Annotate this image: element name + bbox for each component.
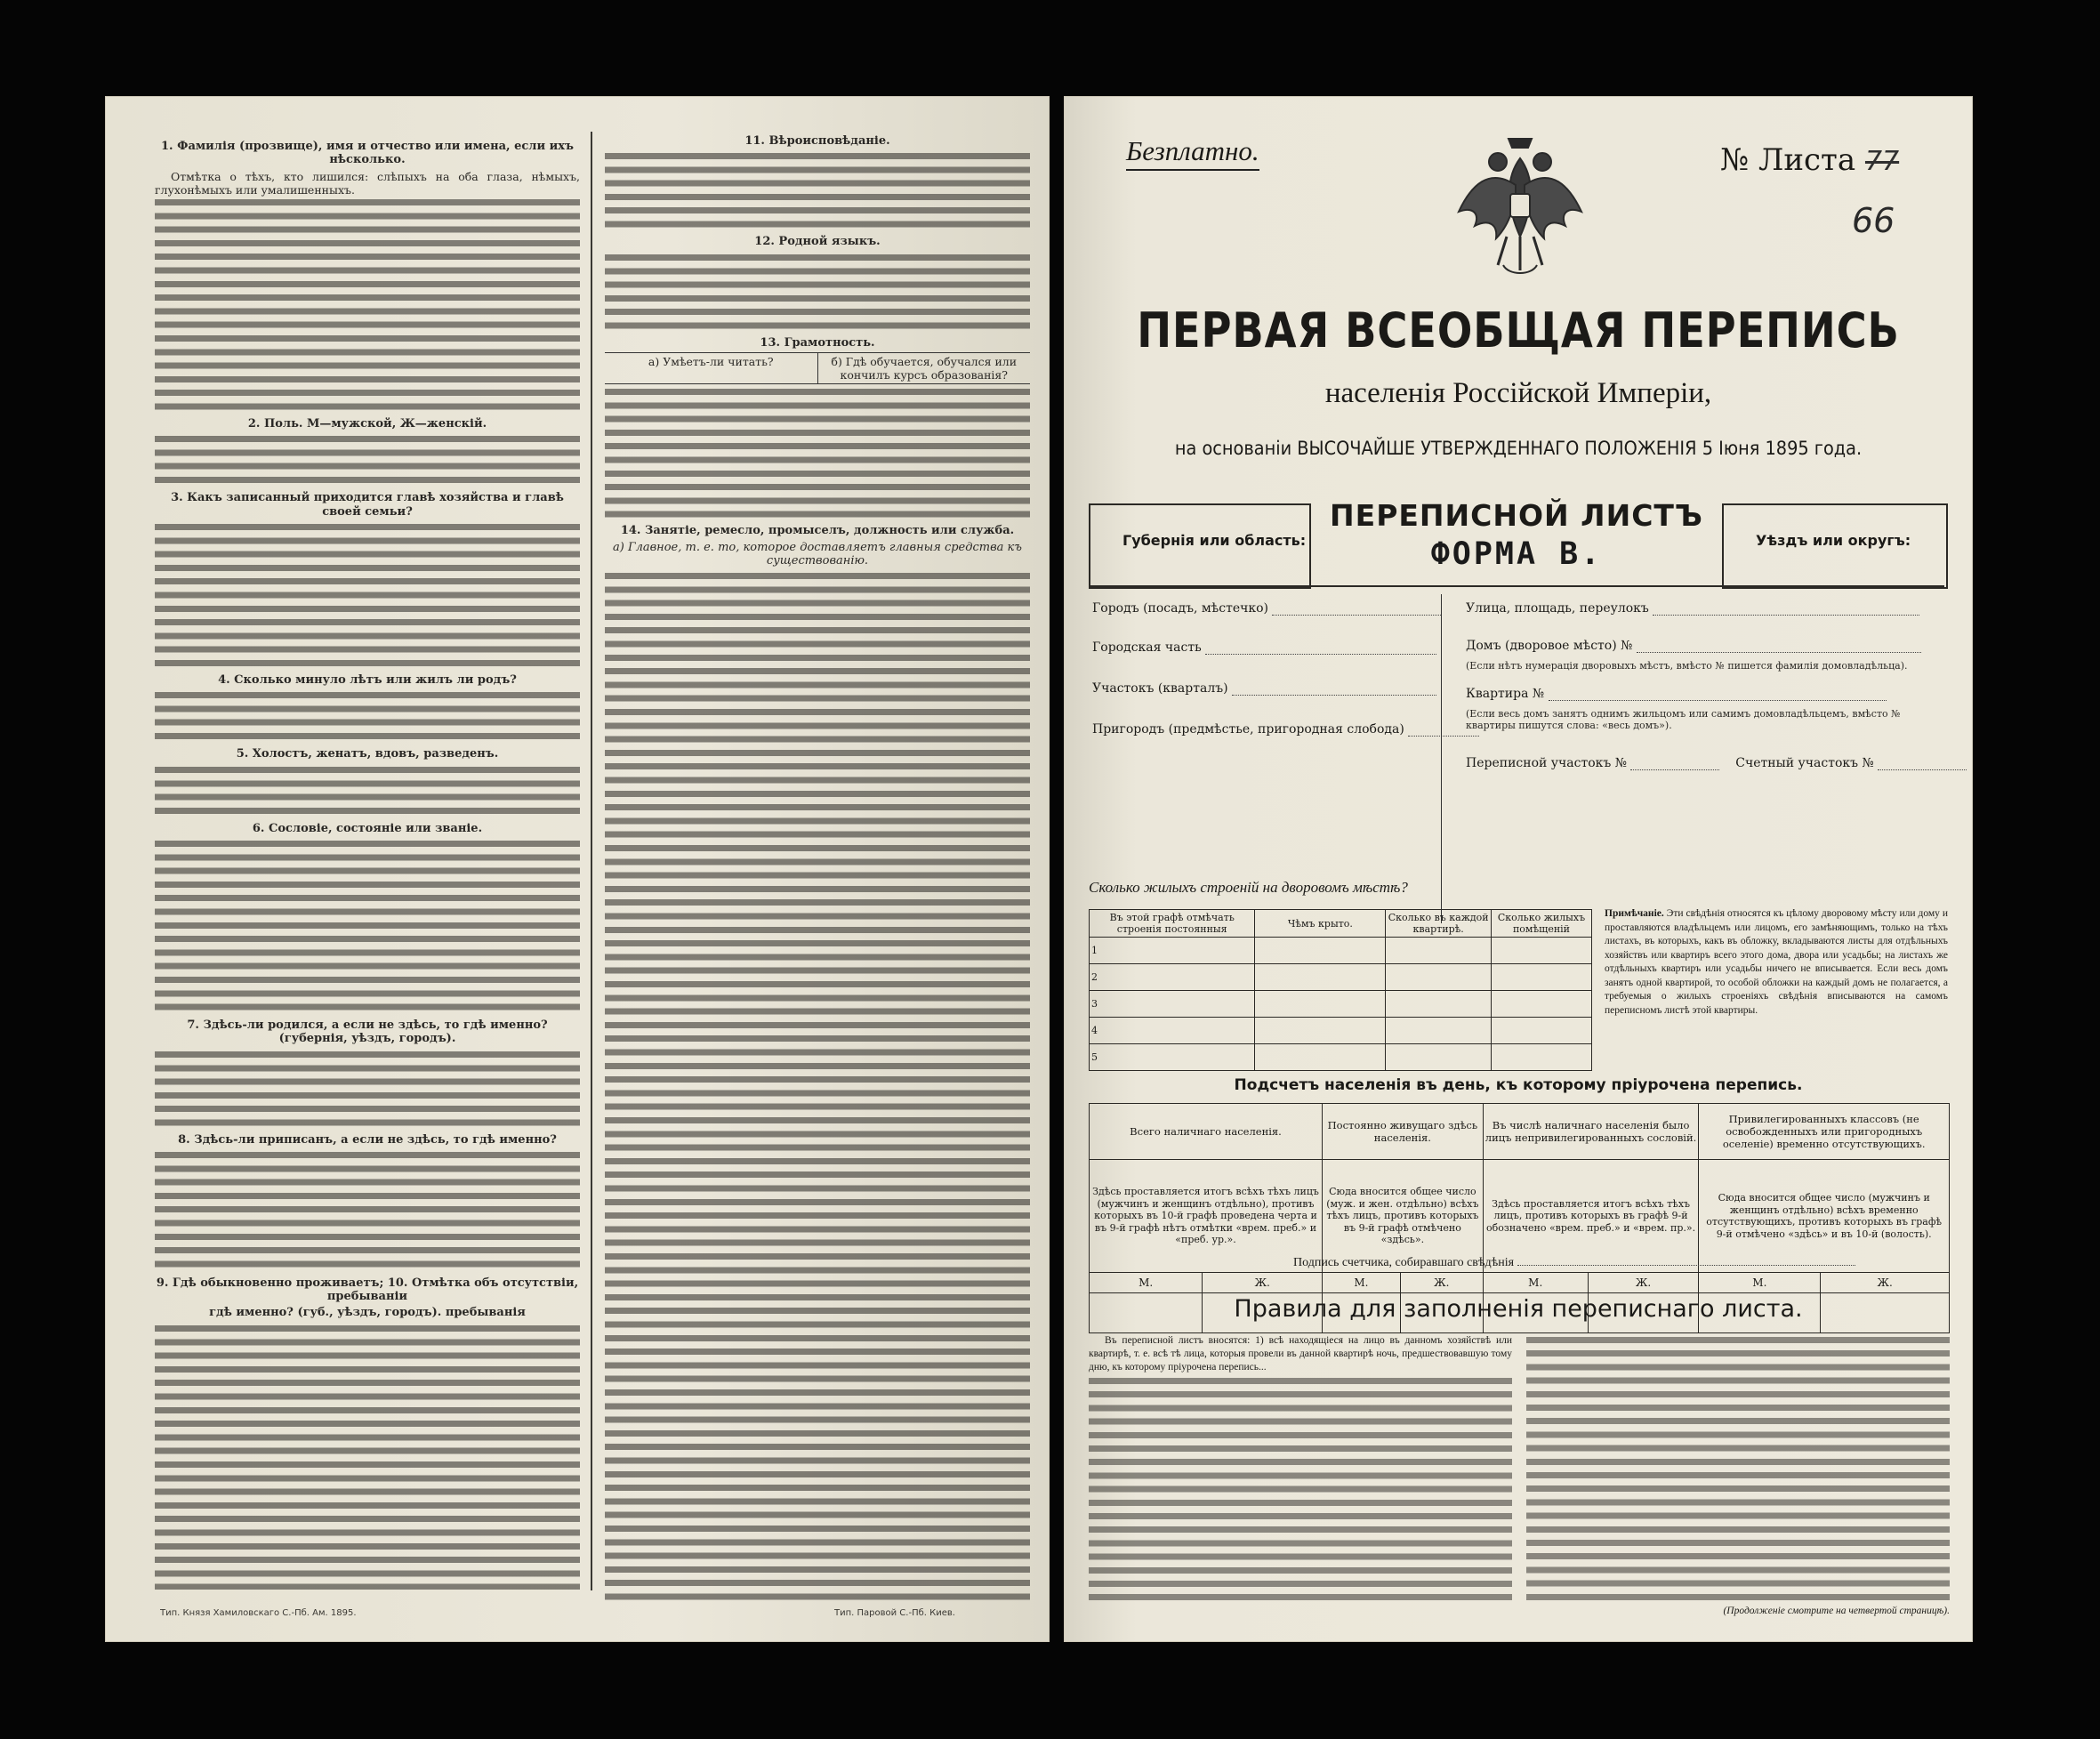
instruction-heading: 3. Какъ записанный приходится главѣ хозяйства и главѣ своей семьи? [171, 491, 564, 519]
row-number: 2 [1090, 964, 1255, 991]
district-box [1722, 503, 1948, 589]
table-row [1090, 964, 1592, 991]
row-number: 5 [1090, 1044, 1255, 1071]
instruction-heading: 6. Сословіе, состояніе или званіе. [252, 821, 483, 835]
body-text-block [155, 1149, 580, 1274]
population-col-description: Сюда вносится общее число (муж. и жен. отдѣльно) всѣхъ тѣхъ лицъ, противъ которыхъ въ 9-й графѣ отмѣчено «здѣсь». [1323, 1160, 1484, 1273]
male-header: М. [1090, 1273, 1203, 1293]
city-field[interactable] [1092, 601, 1441, 616]
structures-table [1089, 909, 1592, 1071]
signature-label: Подпись счетчика, собиравшаго свѣдѣнія [1293, 1256, 1515, 1269]
body-text-block [155, 433, 580, 488]
apartment-note: (Если весь домъ занятъ однимъ жильцомъ или самимъ домовладѣльцемъ, вмѣсто № квартиры пишутся слова: «весь домъ»). [1466, 708, 1901, 731]
table-row [1090, 991, 1592, 1018]
structures-note [1605, 907, 1948, 1018]
instruction-subheading: а) Главное, т. е. то, которое доставляетъ главныя средства къ существованію. [613, 540, 1022, 568]
literacy-subheadings [605, 352, 1030, 385]
body-text-block [1089, 1375, 1512, 1605]
note-text: Эти свѣдѣнія относятся къ цѣлому дворовому мѣсту или дому и проставляются владѣльцемъ или лицомъ, его замѣняющимъ, только на тѣхъ листахъ, въ которыхъ, какъ въ обложку, вкладываются листы для отдѣльныхъ хозяйствъ или квартиръ всего этого дома, двора или усадьбы; на листахъ же отдѣльныхъ квартиръ или усадьбы ничего не вписывается. Если весь домъ занятъ одной квартирой, то особой обложки на каждый домъ не полагается, а требуемыя о жилыхъ строеніяхъ свѣдѣнія вписываются на самомъ переписномъ листѣ этой квартиры. [1605, 908, 1948, 1016]
table-row [1090, 938, 1592, 964]
rules-column-left [1089, 1334, 1512, 1605]
quarter-label: Участокъ (кварталъ) [1092, 681, 1228, 696]
can-read-heading: а) Умѣетъ-ли читать? [605, 353, 818, 384]
instruction-heading: 2. Поль. М—мужской, Ж—женскій. [247, 417, 487, 431]
census-legal-basis: на основаніи ВЫСОЧАЙШЕ УТВЕРЖДЕННАГО ПОЛОЖЕНІЯ 5 Іюня 1895 года. [1174, 438, 1863, 459]
instruction-heading: 11. Вѣроисповѣданіе. [744, 134, 890, 148]
table-cell[interactable] [1491, 964, 1591, 991]
instruction-heading: 13. Грамотность. [760, 335, 875, 350]
instruction-heading: 7. Здѣсь-ли родился, а если не здѣсь, то гдѣ именно? (губернія, уѣздъ, городъ). [187, 1018, 548, 1046]
column-divider [591, 132, 592, 1590]
male-header: М. [1323, 1273, 1401, 1293]
table-cell[interactable] [1386, 964, 1492, 991]
female-header: Ж. [1203, 1273, 1323, 1293]
population-count-title: Подсчетъ населенія въ день, къ которому пріурочена перепись. [1234, 1076, 1803, 1094]
female-header: Ж. [1400, 1273, 1483, 1293]
city-part-field[interactable] [1092, 640, 1436, 655]
handwritten-number: 66 [1852, 201, 1895, 240]
street-field[interactable] [1466, 601, 1919, 616]
instruction-heading: 5. Холостъ, женатъ, вдовъ, разведенъ. [236, 747, 499, 761]
house-field[interactable] [1466, 639, 1921, 653]
population-col-header: Постоянно живущаго здѣсь населенія. [1323, 1104, 1484, 1160]
sheet-number-struck: 77 [1864, 146, 1900, 177]
table-cell[interactable] [1255, 964, 1386, 991]
table-cell[interactable] [1491, 1044, 1591, 1071]
rules-continued-note: (Продолженіе смотрите на четвертой страницѣ). [1723, 1606, 1950, 1616]
apartment-label: Квартира № [1466, 687, 1545, 701]
free-label: Безплатно. [1126, 135, 1259, 171]
census-district-label: Переписной участокъ № [1466, 756, 1627, 770]
population-col-header: Всего наличнаго населенія. [1090, 1104, 1323, 1160]
population-col-header: Привилегированныхъ классовъ (не освобожденныхъ или пригородныхъ оселеніе) временно отсутствующихъ. [1699, 1104, 1950, 1160]
district-label: Уѣздъ или округъ: [1756, 532, 1911, 549]
form-label: ФОРМА В. [1430, 536, 1603, 572]
rules-column-right [1526, 1334, 1950, 1618]
city-part-label: Городская часть [1092, 640, 1202, 655]
body-text-block [605, 570, 1030, 1602]
row-number: 1 [1090, 938, 1255, 964]
population-col-header: Въ числѣ наличнаго населенія было лицъ непривилегированныхъ сословій. [1483, 1104, 1699, 1160]
house-label: Домъ (дворовое мѣсто) № [1466, 639, 1633, 653]
instruction-heading: 9. Гдѣ обыкновенно проживаетъ; 10. Отмѣтка объ отсутствіи, пребываніи [156, 1276, 579, 1304]
table-cell[interactable] [1386, 1018, 1492, 1044]
body-text-block [605, 150, 1030, 232]
instruction-heading: гдѣ именно? (губ., уѣздъ, городъ). пребыванія [209, 1306, 526, 1320]
table-cell[interactable] [1255, 1044, 1386, 1071]
table-cell[interactable] [1386, 1044, 1492, 1071]
population-col-description: Здѣсь проставляется итогъ всѣхъ тѣхъ лицъ, противъ которыхъ въ графѣ 9-й обозначено «врем. преб.» и «врем. пр.». [1483, 1160, 1699, 1273]
female-header: Ж. [1821, 1273, 1950, 1293]
note-label: Примѣчаніе. [1605, 908, 1664, 919]
structures-question: Сколько жилыхъ строеній на дворовомъ мѣстѣ? [1089, 879, 1408, 896]
instruction-heading: 4. Сколько минуло лѣтъ или жилъ ли родъ? [218, 673, 517, 688]
table-cell[interactable] [1255, 1018, 1386, 1044]
body-text-block [605, 386, 1030, 521]
education-heading: б) Гдѣ обучается, обучался или кончилъ курсъ образованія? [831, 354, 1018, 382]
male-header: М. [1483, 1273, 1588, 1293]
rules-title: Правила для заполненія переписнаго листа. [1234, 1295, 1803, 1323]
table-cell[interactable] [1491, 1018, 1591, 1044]
structures-col-header: Сколько въ каждой квартирѣ. [1386, 910, 1492, 938]
instruction-heading: 8. Здѣсь-ли приписанъ, а если не здѣсь, то гдѣ именно? [178, 1132, 557, 1147]
body-text-block [155, 838, 580, 1016]
table-cell[interactable] [1491, 938, 1591, 964]
rules-intro: Въ переписной листъ вносятся: 1) всѣ находящіеся на лицо въ данномъ хозяйствѣ или квартирѣ, т. е. всѣ тѣ лица, которыя провели въ данной квартирѣ ночь, предшествовавшую тому дню, къ которому пріурочена перепись... [1089, 1335, 1512, 1373]
male-header: М. [1699, 1273, 1821, 1293]
table-cell[interactable] [1491, 991, 1591, 1018]
sheet-number [1720, 142, 1899, 178]
population-col-description: Здѣсь проставляется итогъ всѣхъ тѣхъ лицъ (мужчинъ и женщинъ отдѣльно), противъ которыхъ въ 10-й графѣ проведена черта и въ 9-й графѣ нѣтъ отмѣтки «врем. преб.» и «преб. ур.». [1090, 1160, 1323, 1273]
body-text-block [155, 689, 580, 745]
apartment-field[interactable] [1466, 687, 1887, 701]
row-number: 3 [1090, 991, 1255, 1018]
quarter-field[interactable] [1092, 681, 1436, 696]
body-text-block [155, 1323, 580, 1590]
counting-district-label: Счетный участокъ № [1735, 756, 1874, 770]
sheet-number-label: № Листа [1720, 142, 1856, 178]
suburb-label: Пригородъ (предмѣстье, пригородная слобода) [1092, 722, 1404, 737]
instruction-heading: 14. Занятіе, ремесло, промыселъ, должность или служба. [620, 524, 1015, 538]
field-divider [1441, 594, 1442, 923]
census-subtitle: населенія Россійской Имперіи, [1324, 377, 1712, 409]
table-row [1090, 1044, 1592, 1071]
census-form-page [1064, 96, 1973, 1642]
row-number: 4 [1090, 1018, 1255, 1044]
body-text-block [155, 1049, 580, 1131]
structures-col-header: Чѣмъ крыто. [1255, 910, 1386, 938]
body-text-block [155, 197, 580, 415]
instructions-column-left [155, 137, 580, 1587]
instructions-column-right [605, 132, 1030, 1587]
house-note: (Если нѣтъ нумерація дворовыхъ мѣстъ, вмѣсто № пишется фамилія домовладѣльца). [1466, 660, 1908, 672]
structures-col-header: Въ этой графѣ отмѣчать строенія постоянныя [1090, 910, 1255, 938]
form-rule [1089, 585, 1944, 587]
city-label: Городъ (посадъ, мѣстечко) [1092, 601, 1269, 616]
table-cell[interactable] [1255, 938, 1386, 964]
imperial-eagle-icon [1453, 132, 1587, 283]
suburb-field[interactable] [1092, 722, 1479, 737]
census-main-title: ПЕРВАЯ ВСЕОБЩАЯ ПЕРЕПИСЬ [1137, 302, 1900, 358]
structures-col-header: Сколько жилыхъ помѣщеній [1491, 910, 1591, 938]
sheet-title-block [1318, 498, 1715, 572]
printer-note-right: Тип. Паровой С.-Пб. Киев. [834, 1608, 955, 1618]
census-district-field[interactable] [1466, 756, 1967, 770]
table-cell[interactable] [1386, 938, 1492, 964]
instruction-heading: 1. Фамилія (прозвище), имя и отчество или имена, если ихъ нѣсколько. [161, 140, 574, 167]
street-label: Улица, площадь, переулокъ [1466, 601, 1649, 616]
body-text-block [155, 521, 580, 671]
population-col-description: Сюда вносится общее число (мужчинъ и женщинъ отдѣльно) всѣхъ временно отсутствующихъ, противъ которыхъ въ графѣ 9-й отмѣчено «здѣсь» и въ 10-й (волость). [1699, 1160, 1950, 1273]
table-cell[interactable] [1386, 991, 1492, 1018]
table-row [1090, 1018, 1592, 1044]
province-box [1089, 503, 1311, 589]
instruction-heading: 12. Родной языкъ. [754, 235, 881, 249]
body-text-block [155, 764, 580, 819]
sheet-title: ПЕРЕПИСНОЙ ЛИСТЪ [1330, 498, 1703, 533]
female-header: Ж. [1588, 1273, 1699, 1293]
left-instructions-page [105, 96, 1050, 1642]
table-cell[interactable] [1255, 991, 1386, 1018]
body-text-block [605, 252, 1030, 334]
body-text-block [1526, 1334, 1950, 1605]
printer-note-left: Тип. Князя Хамиловскаго С.-Пб. Ам. 1895. [160, 1608, 357, 1618]
instruction-paragraph: Отмѣтка о тѣхъ, кто лишился: слѣпыхъ на оба глаза, нѣмыхъ, глухонѣмыхъ или умалишенныхъ. [155, 169, 580, 197]
signature-field[interactable] [1293, 1256, 1855, 1270]
province-label: Губернія или область: [1122, 532, 1307, 549]
